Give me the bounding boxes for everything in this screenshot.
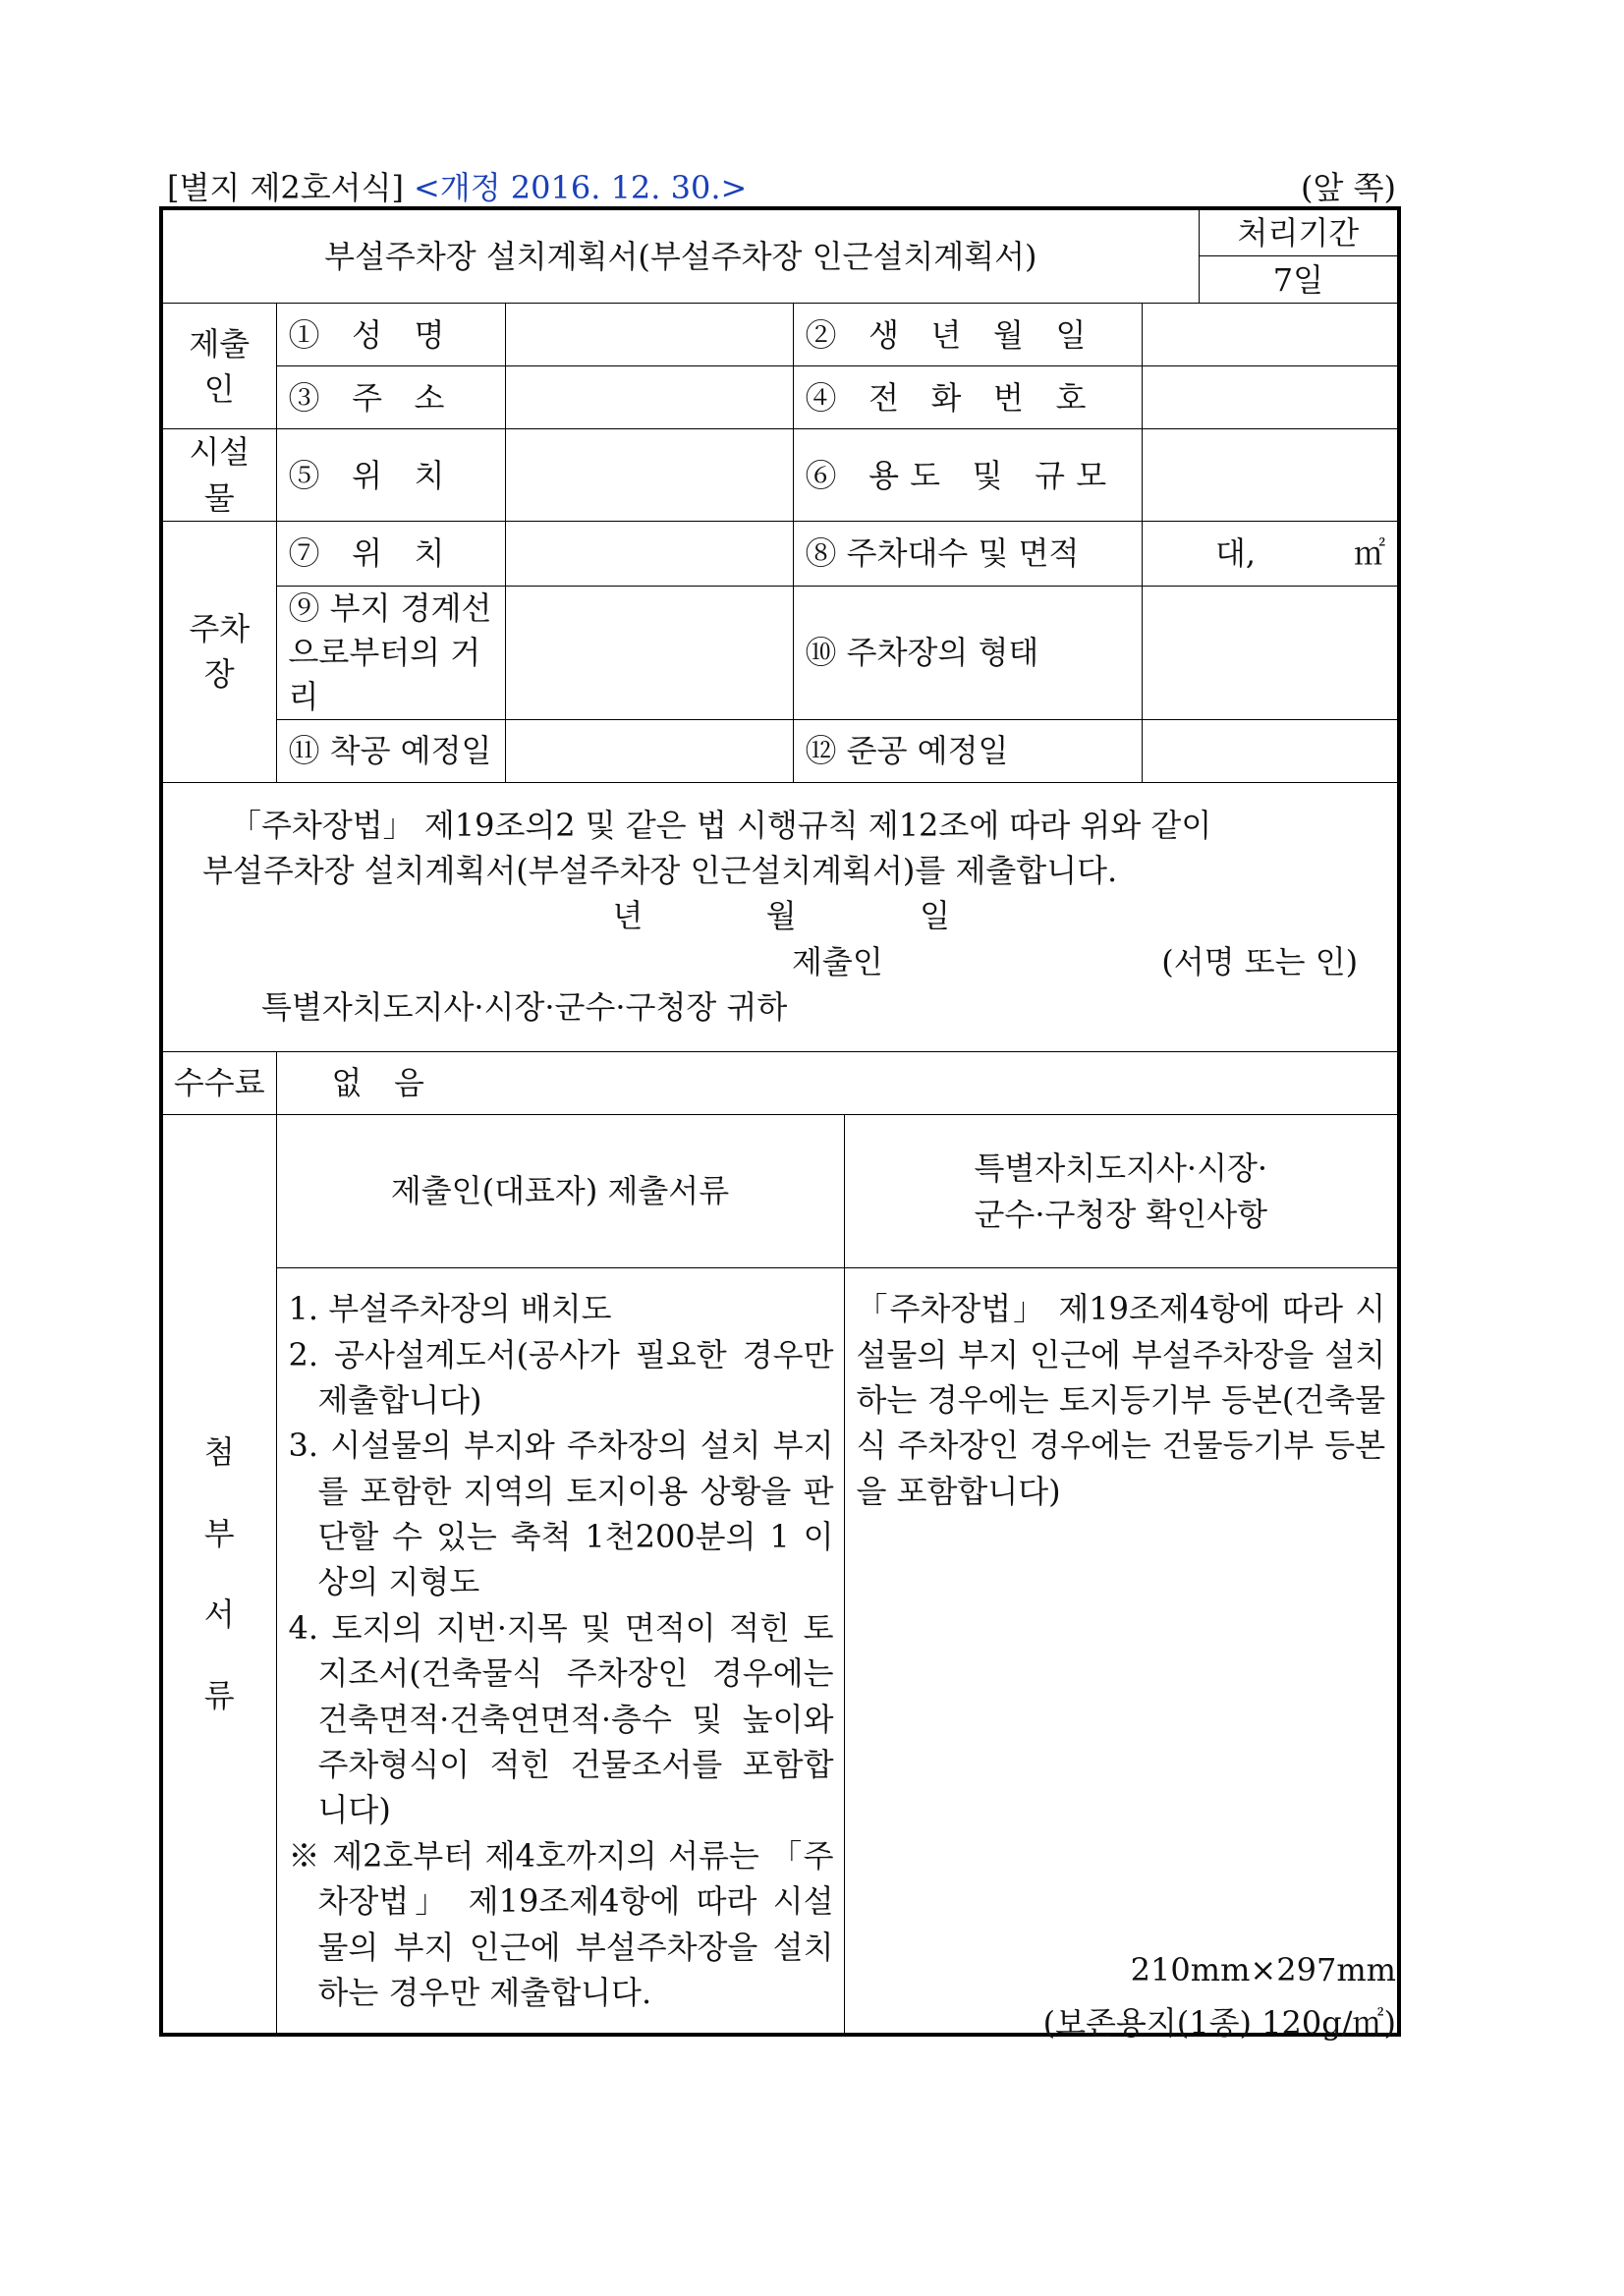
name-field[interactable] — [505, 304, 793, 366]
document-note: ※ 제2호부터 제4호까지의 서류는 「주차장법」 제19조제4항에 따라 시설물의 부지 인근에 부설주차장을 설치하는 경우만 제출합니다. — [288, 1836, 834, 2011]
form-header — [167, 163, 747, 208]
parking-location-label: ⑦ 위 치 — [276, 522, 505, 587]
declaration-line-2: 부설주차장 설치계획서(부설주차장 인근설치계획서)를 제출합니다. — [202, 851, 1118, 889]
completion-date-label: ⑫ 준공 예정일 — [793, 719, 1142, 782]
form-number: [별지 제2호서식] — [167, 169, 404, 206]
paper-spec: (보존용지(1종) 120g/㎡) — [1042, 2004, 1396, 2042]
gov-check-text: 「주차장법」 제19조제4항에 따라 시설물의 부지 인근에 부설주차장을 설치하는 경우에는 토지등기부 등본(건축물식 주차장인 경우에는 건물등기부 등본을 포함합니다) — [844, 1268, 1399, 2036]
recipient: 특별자치도지사·시장·군수·구청장 귀하 — [261, 987, 788, 1026]
attachments-section-label — [161, 1115, 276, 2036]
start-date-field[interactable] — [505, 719, 793, 782]
revision-note: <개정 2016. 12. 30.> — [413, 169, 748, 206]
attachments-char-4: 류 — [203, 1676, 235, 1714]
area-unit: ㎡ — [1354, 534, 1386, 573]
signature-line — [202, 939, 1358, 984]
declaration-date: 년 월 일 — [612, 897, 1007, 935]
document-item-2: 2. 공사설계도서(공사가 필요한 경우만 제출합니다) — [288, 1335, 834, 1419]
attachments-char-2: 부 — [203, 1514, 235, 1552]
parking-count-area-field[interactable] — [1142, 522, 1399, 587]
fee-label: 수수료 — [161, 1052, 276, 1115]
document-item-3: 3. 시설물의 부지와 주차장의 설치 부지를 포함한 지역의 토지이용 상황을 판단할 수 있는 축척 1천200분의 1 이상의 지형도 — [288, 1427, 834, 1601]
parking-type-label: ⑩ 주차장의 형태 — [793, 587, 1142, 719]
signature-seal-label[interactable]: (서명 또는 인) — [1161, 942, 1359, 980]
declaration-block — [161, 782, 1399, 1052]
parking-plan-form — [159, 206, 1401, 2037]
document-item-4: 4. 토지의 지번·지목 및 면적이 적힌 토지조서(건축물식 주차장인 경우에는 건축면적·건축연면적·층수 및 높이와 주차형식이 적힌 건물조서를 포함합니다) — [288, 1608, 834, 1829]
paper-size: 210mm×297mm — [1130, 1951, 1396, 1988]
attachments-char-3: 서 — [203, 1596, 235, 1634]
facility-section-label: 시설물 — [161, 429, 276, 522]
declaration-line-1: 「주차장법」 제19조의2 및 같은 법 시행규칙 제12조에 따라 위와 같이 — [230, 806, 1212, 844]
document-item-1: 1. 부설주차장의 배치도 — [288, 1290, 612, 1328]
parking-location-field[interactable] — [505, 522, 793, 587]
fee-value: 없 음 — [276, 1052, 1399, 1115]
birthdate-label: ② 생 년 월 일 — [793, 304, 1142, 366]
completion-date-field[interactable] — [1142, 719, 1399, 782]
attachments-char-1: 첨 — [203, 1433, 235, 1472]
processing-period-value: 7일 — [1199, 256, 1399, 304]
boundary-distance-label: ⑨ 부지 경계선으로부터의 거리 — [276, 587, 505, 719]
facility-location-field[interactable] — [505, 429, 793, 522]
applicant-documents-header: 제출인(대표자) 제출서류 — [276, 1115, 844, 1268]
form-title: 부설주차장 설치계획서(부설주차장 인근설치계획서) — [161, 208, 1199, 304]
address-field[interactable] — [505, 366, 793, 429]
facility-location-label: ⑤ 위 치 — [276, 429, 505, 522]
phone-label: ④ 전 화 번 호 — [793, 366, 1142, 429]
name-label: ① 성 명 — [276, 304, 505, 366]
parking-type-field[interactable] — [1142, 587, 1399, 719]
submitter-label: 제출인 — [792, 942, 883, 980]
birthdate-field[interactable] — [1142, 304, 1399, 366]
usage-scale-field[interactable] — [1142, 429, 1399, 522]
start-date-label: ⑪ 착공 예정일 — [276, 719, 505, 782]
processing-period-label: 처리기간 — [1199, 208, 1399, 256]
applicant-section-label: 제출인 — [161, 304, 276, 429]
usage-scale-label: ⑥ 용도 및 규모 — [793, 429, 1142, 522]
gov-check-header-line-2: 군수·구청장 확인사항 — [974, 1195, 1268, 1233]
parking-count-area-label: ⑧ 주차대수 및 면적 — [793, 522, 1142, 587]
parking-section-label: 주차장 — [161, 522, 276, 782]
applicant-documents-list — [276, 1268, 844, 2036]
page-side: (앞 쪽) — [1301, 169, 1396, 206]
boundary-distance-field[interactable] — [505, 587, 793, 719]
phone-field[interactable] — [1142, 366, 1399, 429]
gov-check-header-line-1: 특별자치도지사·시장· — [974, 1149, 1268, 1188]
address-label: ③ 주 소 — [276, 366, 505, 429]
count-unit: 대, — [1215, 534, 1257, 573]
gov-check-header — [844, 1115, 1399, 1268]
